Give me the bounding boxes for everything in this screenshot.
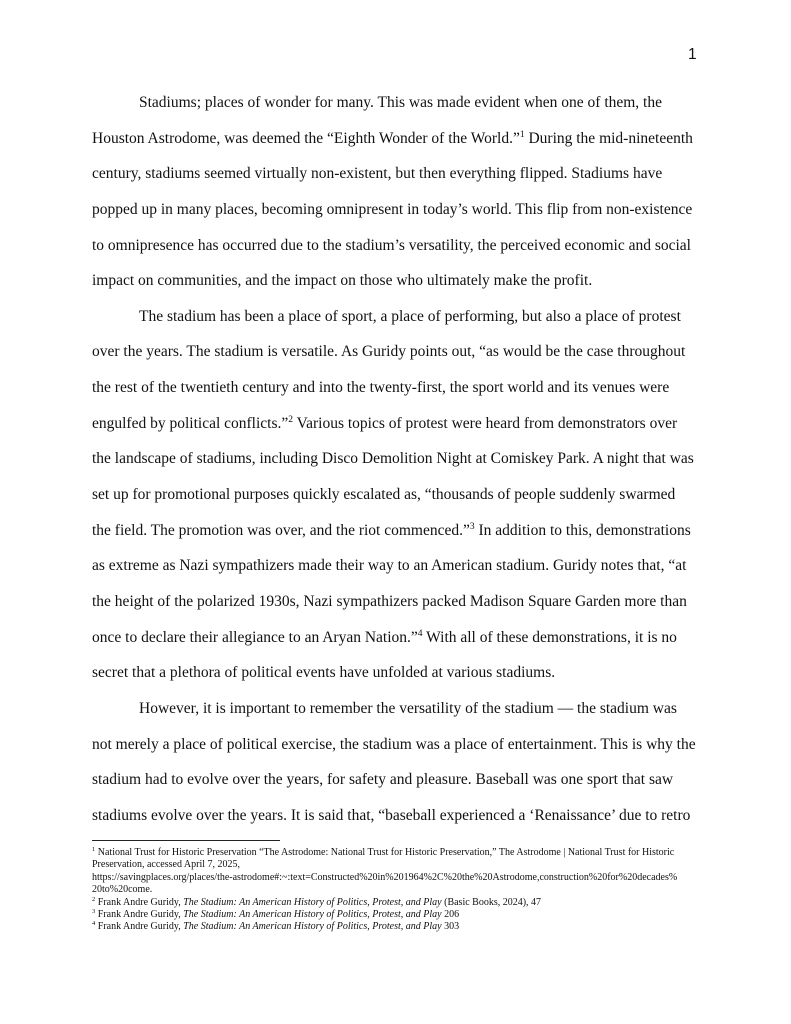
text-run: 303 (441, 921, 460, 933)
footnote-line (92, 897, 712, 909)
text-line (92, 441, 712, 477)
document-body (92, 85, 712, 833)
text-run: https://savingplaces.org/places/the-astrodome#:~:text=Constructed%20in%201964%2C%20the%20Astrodome,construction%20for%20decades% (92, 871, 678, 883)
footnote-reference: 2 (288, 414, 294, 425)
text-run: once to declare their allegiance to an Aryan Nation.” (92, 628, 418, 646)
text-line (92, 762, 712, 798)
text-run: (Basic Books, 2024), 47 (441, 896, 542, 908)
footnote-reference: 3 (469, 521, 475, 532)
text-line (92, 406, 712, 442)
text-line (92, 370, 712, 406)
text-line (92, 263, 712, 299)
footnote-line (92, 909, 712, 921)
text-line (92, 691, 712, 727)
text-run: In addition to this, demonstrations (474, 521, 691, 539)
footnote-line (92, 884, 712, 896)
footnote-reference: 2 (92, 895, 96, 903)
text-run: Frank Andre Guridy, (95, 896, 184, 908)
text-run: century, stadiums seemed virtually non-existent, but then everything flipped. Stadiums have (92, 165, 663, 183)
text-run: as extreme as Nazi sympathizers made their way to an American stadium. Guridy notes that, “at (92, 557, 687, 575)
text-line (92, 299, 712, 335)
text-run: Stadiums; places of wonder for many. This was made evident when one of them, the (139, 94, 662, 111)
text-line (92, 513, 712, 549)
text-line (92, 192, 712, 228)
text-run: to omnipresence has occurred due to the stadium’s versatility, the perceived economic and social (92, 236, 691, 254)
text-line (92, 798, 712, 834)
paragraph (92, 299, 712, 691)
text-run: engulfed by political conflicts.” (92, 414, 289, 432)
text-run: popped up in many places, becoming omnipresent in today’s world. This flip from non-existence (92, 200, 693, 218)
text-run: With all of these demonstrations, it is no (422, 628, 677, 646)
text-run: National Trust for Historic Preservation “The Astrodome: National Trust for Historic Preservation,” The Astrodome | National Trust for Historic (95, 847, 675, 858)
text-run: stadium had to evolve over the years, for safety and pleasure. Baseball was one sport that saw (92, 771, 674, 789)
footnote-line (92, 847, 712, 859)
text-line (92, 156, 712, 192)
text-run: However, it is important to remember the versatility of the stadium — the stadium was (139, 699, 677, 717)
text-line (92, 548, 712, 584)
text-run: During the mid-nineteenth (524, 129, 693, 147)
text-run: The stadium has been a place of sport, a place of performing, but also a place of protest (139, 307, 681, 325)
paragraph (92, 85, 712, 299)
footnote-line (92, 872, 712, 884)
text-run: Various topics of protest were heard from demonstrators over (293, 414, 678, 432)
text-run: not merely a place of political exercise, the stadium was a place of entertainment. This is why the (92, 735, 696, 753)
paragraph (92, 691, 712, 834)
footnote-reference: 1 (519, 129, 525, 140)
footnote-reference: 4 (417, 628, 423, 639)
text-run: stadiums evolve over the years. It is said that, “baseball experienced a ‘Renaissance’ due to retro (92, 806, 691, 824)
text-run: 20to%20come. (92, 884, 153, 896)
footnote-reference: 3 (92, 907, 96, 915)
text-run: the landscape of stadiums, including Disco Demolition Night at Comiskey Park. A night that was (92, 450, 694, 468)
page-number: 1 (688, 46, 697, 63)
text-run: Preservation, accessed April 7, 2025, (92, 859, 241, 871)
text-run: 206 (441, 908, 460, 920)
text-run: Frank Andre Guridy, (95, 921, 184, 933)
italic-title: The Stadium: An American History of Politics, Protest, and Play (183, 908, 442, 920)
text-run: set up for promotional purposes quickly escalated as, “thousands of people suddenly swarmed (92, 486, 676, 504)
text-run: secret that a plethora of political events have unfolded at various stadiums. (92, 664, 556, 682)
text-run: the field. The promotion was over, and the riot commenced.” (92, 521, 470, 539)
text-line (92, 477, 712, 513)
text-line (92, 121, 712, 157)
text-run: Houston Astrodome, was deemed the “Eighth Wonder of the World.” (92, 129, 520, 147)
footnote-separator (92, 840, 280, 841)
footnote-line (92, 859, 712, 871)
footnote-reference: 1 (92, 846, 96, 853)
text-run: the height of the polarized 1930s, Nazi sympathizers packed Madison Square Garden more than (92, 592, 687, 610)
text-run: Frank Andre Guridy, (95, 908, 184, 920)
text-line (92, 727, 712, 763)
footnotes (92, 847, 712, 934)
italic-title: The Stadium: An American History of Politics, Protest, and Play (183, 921, 442, 933)
text-line (92, 620, 712, 656)
footnote-reference: 4 (92, 920, 96, 928)
text-line (92, 85, 712, 121)
text-run: the rest of the twentieth century and into the twenty-first, the sport world and its venues were (92, 379, 670, 397)
italic-title: The Stadium: An American History of Politics, Protest, and Play (183, 896, 442, 908)
text-run: over the years. The stadium is versatile. As Guridy points out, “as would be the case throughout (92, 343, 686, 361)
text-line (92, 334, 712, 370)
text-run: impact on communities, and the impact on those who ultimately make the profit. (92, 272, 593, 290)
footnote-line (92, 921, 712, 933)
text-line (92, 228, 712, 264)
text-line (92, 584, 712, 620)
text-line (92, 655, 712, 691)
